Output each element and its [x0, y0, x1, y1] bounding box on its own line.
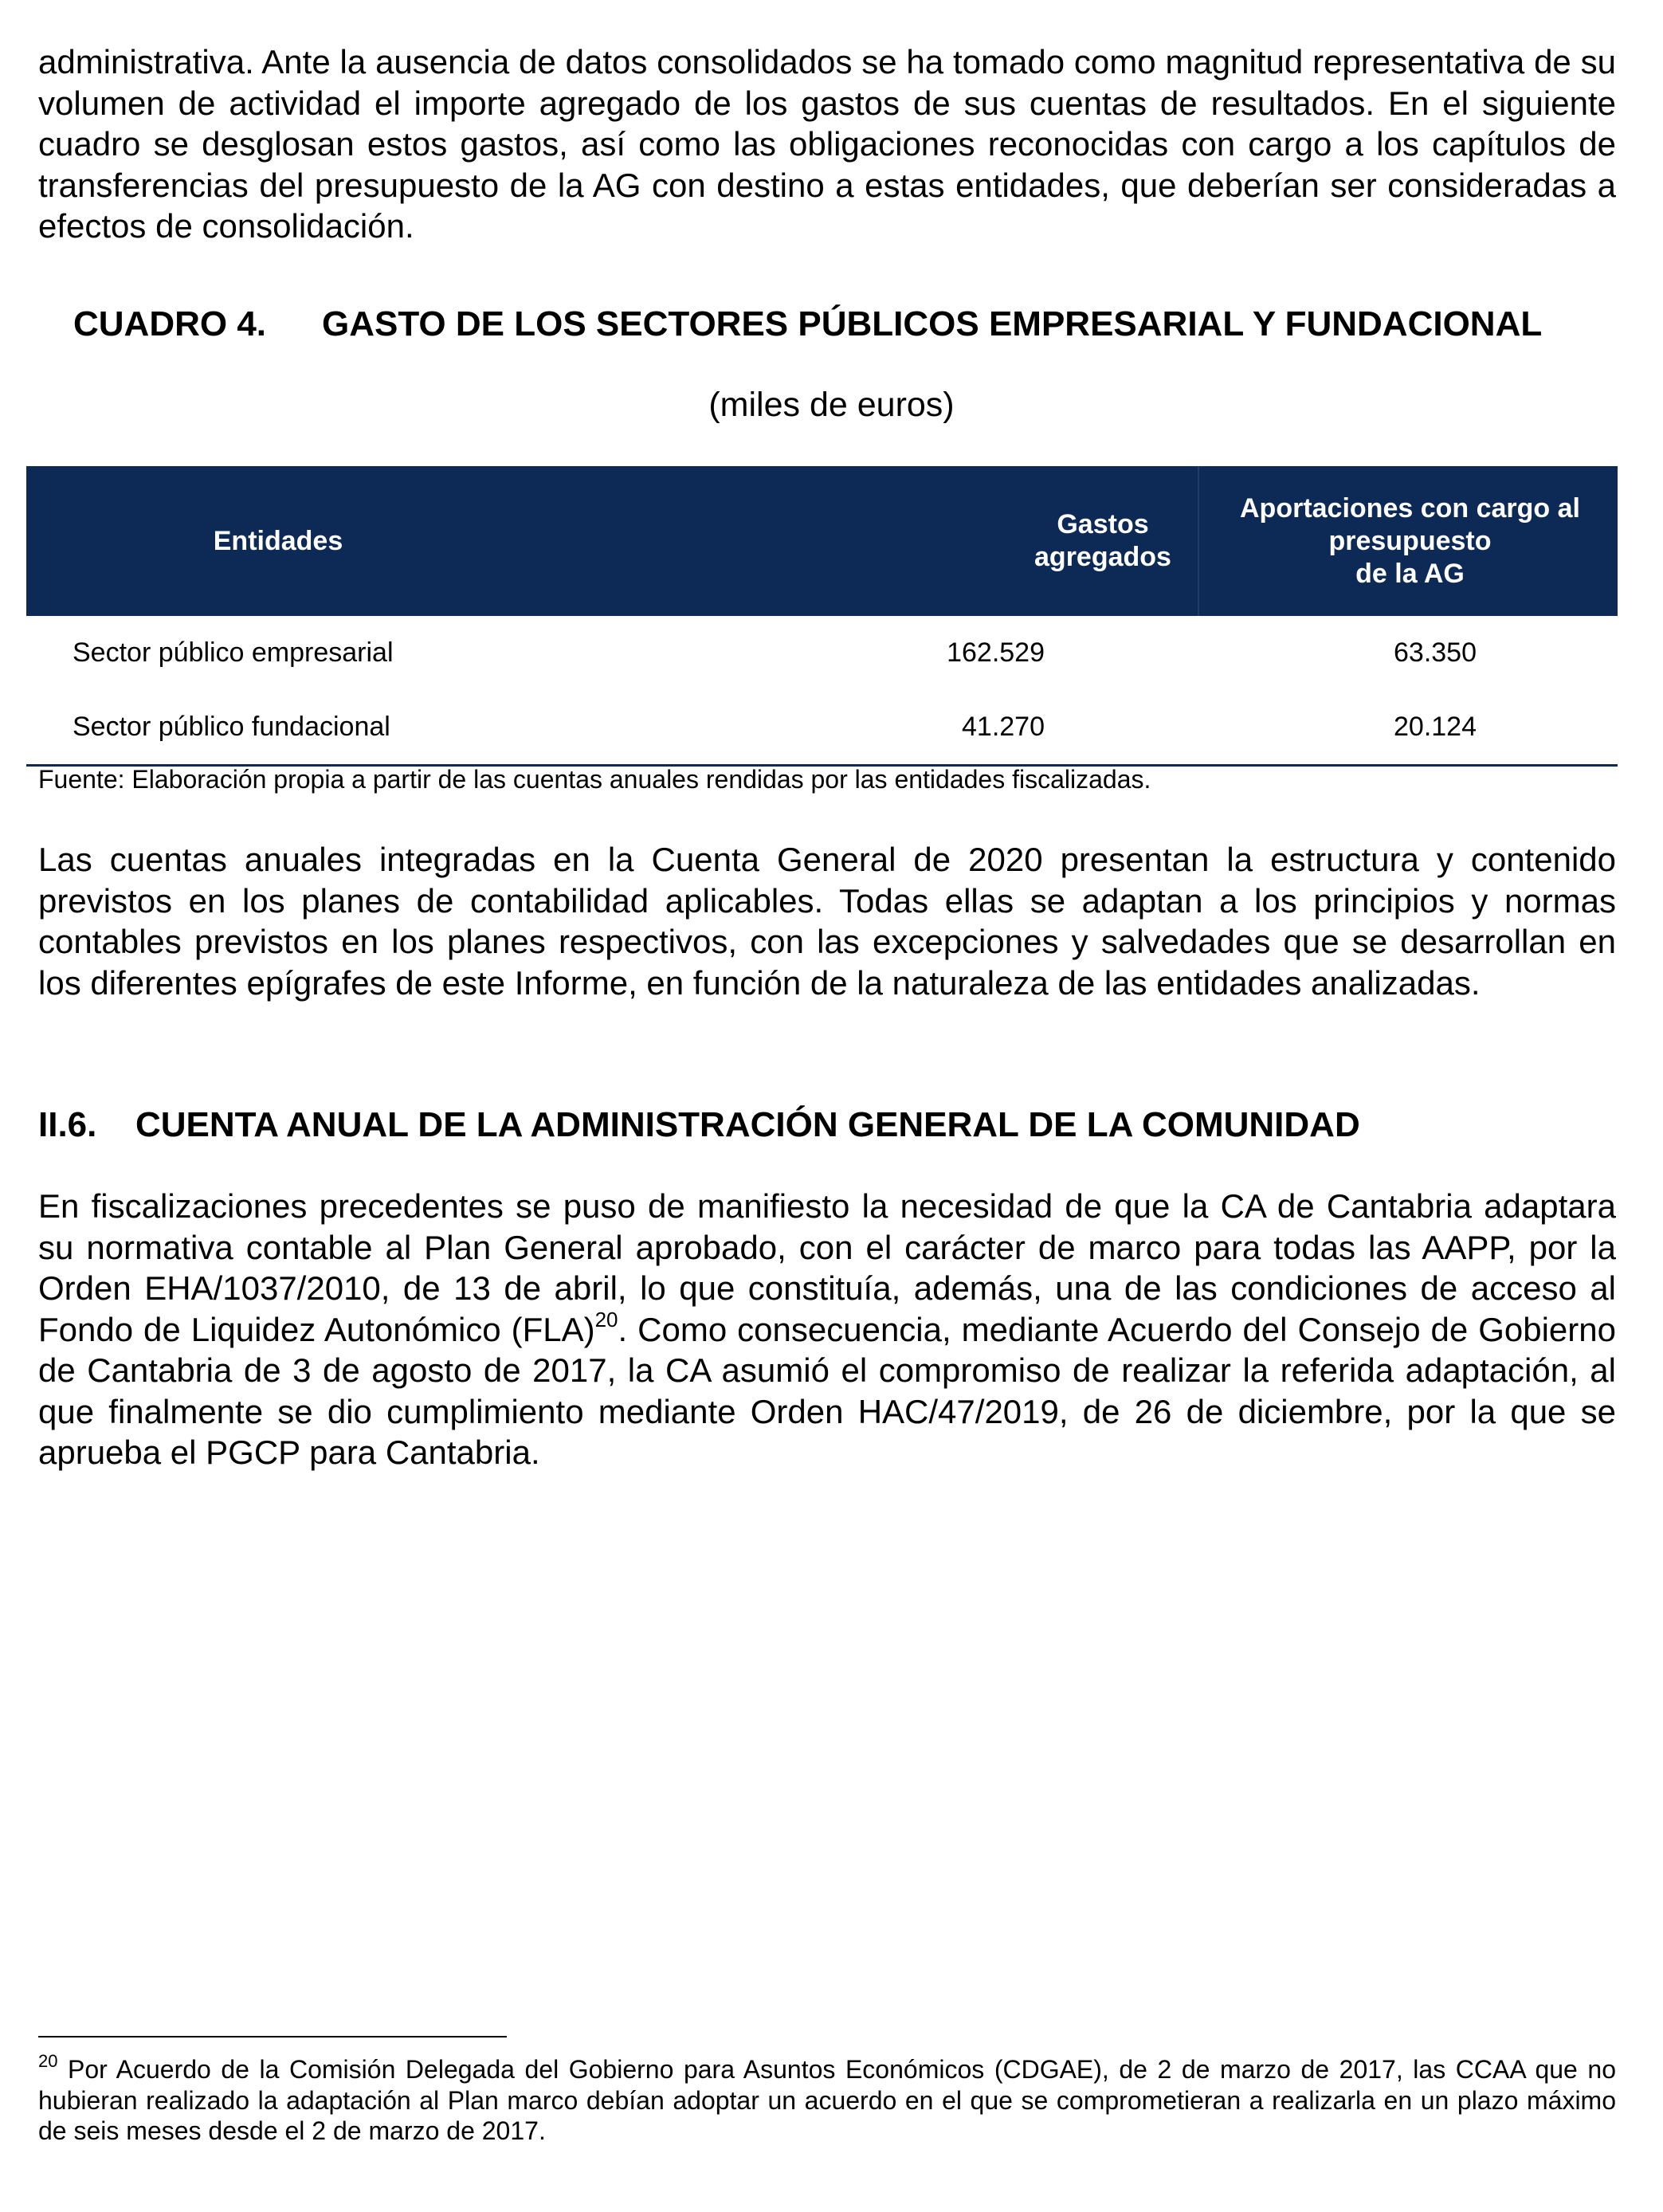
header-spacer	[530, 466, 1008, 616]
row-gastos: 162.529	[947, 637, 1045, 668]
paragraph-3	[38, 1186, 1616, 1473]
footnote-text: Por Acuerdo de la Comisión Delegada del Gobierno para Asuntos Económicos (CDGAE), de 2 de marzo de 2017, las CCAA que no hubieran realizado la adaptación al Plan marco debían adoptar un acuerdo en el que se comprometieran a realizarla en un plazo máximo de seis meses desde el 2 de marzo de 2017.	[38, 2055, 1616, 2145]
table-number: CUADRO 4.	[73, 304, 267, 343]
footnote-number: 20	[38, 2051, 58, 2071]
header-gastos	[1008, 466, 1198, 616]
paragraph-3-text: En fiscalizaciones precedentes se puso de manifiesto la necesidad de que la CA de Cantabria adaptara su normativa contable al Plan General aprobado, con el carácter de marco para todas las AAPP, por la Orden EHA/1037/2010, de 13 de abril, lo que constituía, además, una de las condiciones de acceso al Fondo de Liquidez Autonómico (FLA)	[38, 1187, 1616, 1348]
row-aportaciones: 20.124	[1394, 712, 1477, 742]
table-units: (miles de euros)	[708, 386, 955, 424]
header-aport-line1: Aportaciones con cargo al	[1240, 492, 1580, 524]
header-aport-line2: presupuesto	[1328, 525, 1492, 556]
section-heading	[38, 1105, 1360, 1145]
header-gastos-line1: Gastos	[1057, 509, 1149, 539]
footnote-separator	[38, 2036, 507, 2037]
row-entidad: Sector público fundacional	[73, 712, 390, 742]
expense-table	[26, 466, 1618, 767]
intro-paragraph: administrativa. Ante la ausencia de datos consolidados se ha tomado como magnitud representativa de su volumen de actividad el importe agregado de los gastos de sus cuentas de resultados. En el siguiente cuadro se desglosan estos gastos, así como las obligaciones reconocidas con cargo a los capítulos de transferencias del presupuesto de la AG con destino a estas entidades, que deberían ser consideradas a efectos de consolidación.	[38, 43, 1616, 245]
footnote	[38, 2051, 1616, 2147]
section-number: II.6.	[38, 1105, 97, 1144]
paragraph-2: Las cuentas anuales integradas en la Cuenta General de 2020 presentan la estructura y contenido previstos en los planes de contabilidad aplicables. Todas ellas se adaptan a los principios y normas contables previstos en los planes respectivos, con las excepciones y salvedades que se desarrollan en los diferentes epígrafes de este Informe, en función de la naturaleza de las entidades analizadas.	[38, 841, 1616, 1002]
table-header	[26, 466, 1618, 616]
header-entidades: Entidades	[213, 525, 343, 556]
table-source: Fuente: Elaboración propia a partir de las cuentas anuales rendidas por las entidades fiscalizadas.	[38, 765, 1151, 794]
header-aport-line3: de la AG	[1355, 558, 1465, 589]
table-title-text: GASTO DE LOS SECTORES PÚBLICOS EMPRESARIAL Y FUNDACIONAL	[322, 304, 1543, 343]
paragraph-3-text-cont: . Como consecuencia, mediante Acuerdo del Consejo de Gobierno de Cantabria de 3 de agosto de 2017, la CA asumió el compromiso de realizar la referida adaptación, al que finalmente se dio cumplimiento mediante Orden HAC/47/2019, de 26 de diciembre, por la que se aprueba el PGCP para Cantabria.	[38, 1310, 1616, 1471]
table-row	[26, 616, 1618, 690]
table-title	[73, 304, 1542, 344]
row-aportaciones: 63.350	[1394, 637, 1477, 668]
row-entidad: Sector público empresarial	[73, 637, 394, 668]
header-aportaciones	[1198, 466, 1618, 616]
footnote-reference[interactable]: 20	[594, 1307, 618, 1332]
row-gastos: 41.270	[962, 712, 1045, 742]
header-gastos-line2: agregados	[1034, 542, 1171, 572]
section-title: CUENTA ANUAL DE LA ADMINISTRACIÓN GENERAL DE LA COMUNIDAD	[135, 1105, 1360, 1144]
table-row	[26, 690, 1618, 764]
